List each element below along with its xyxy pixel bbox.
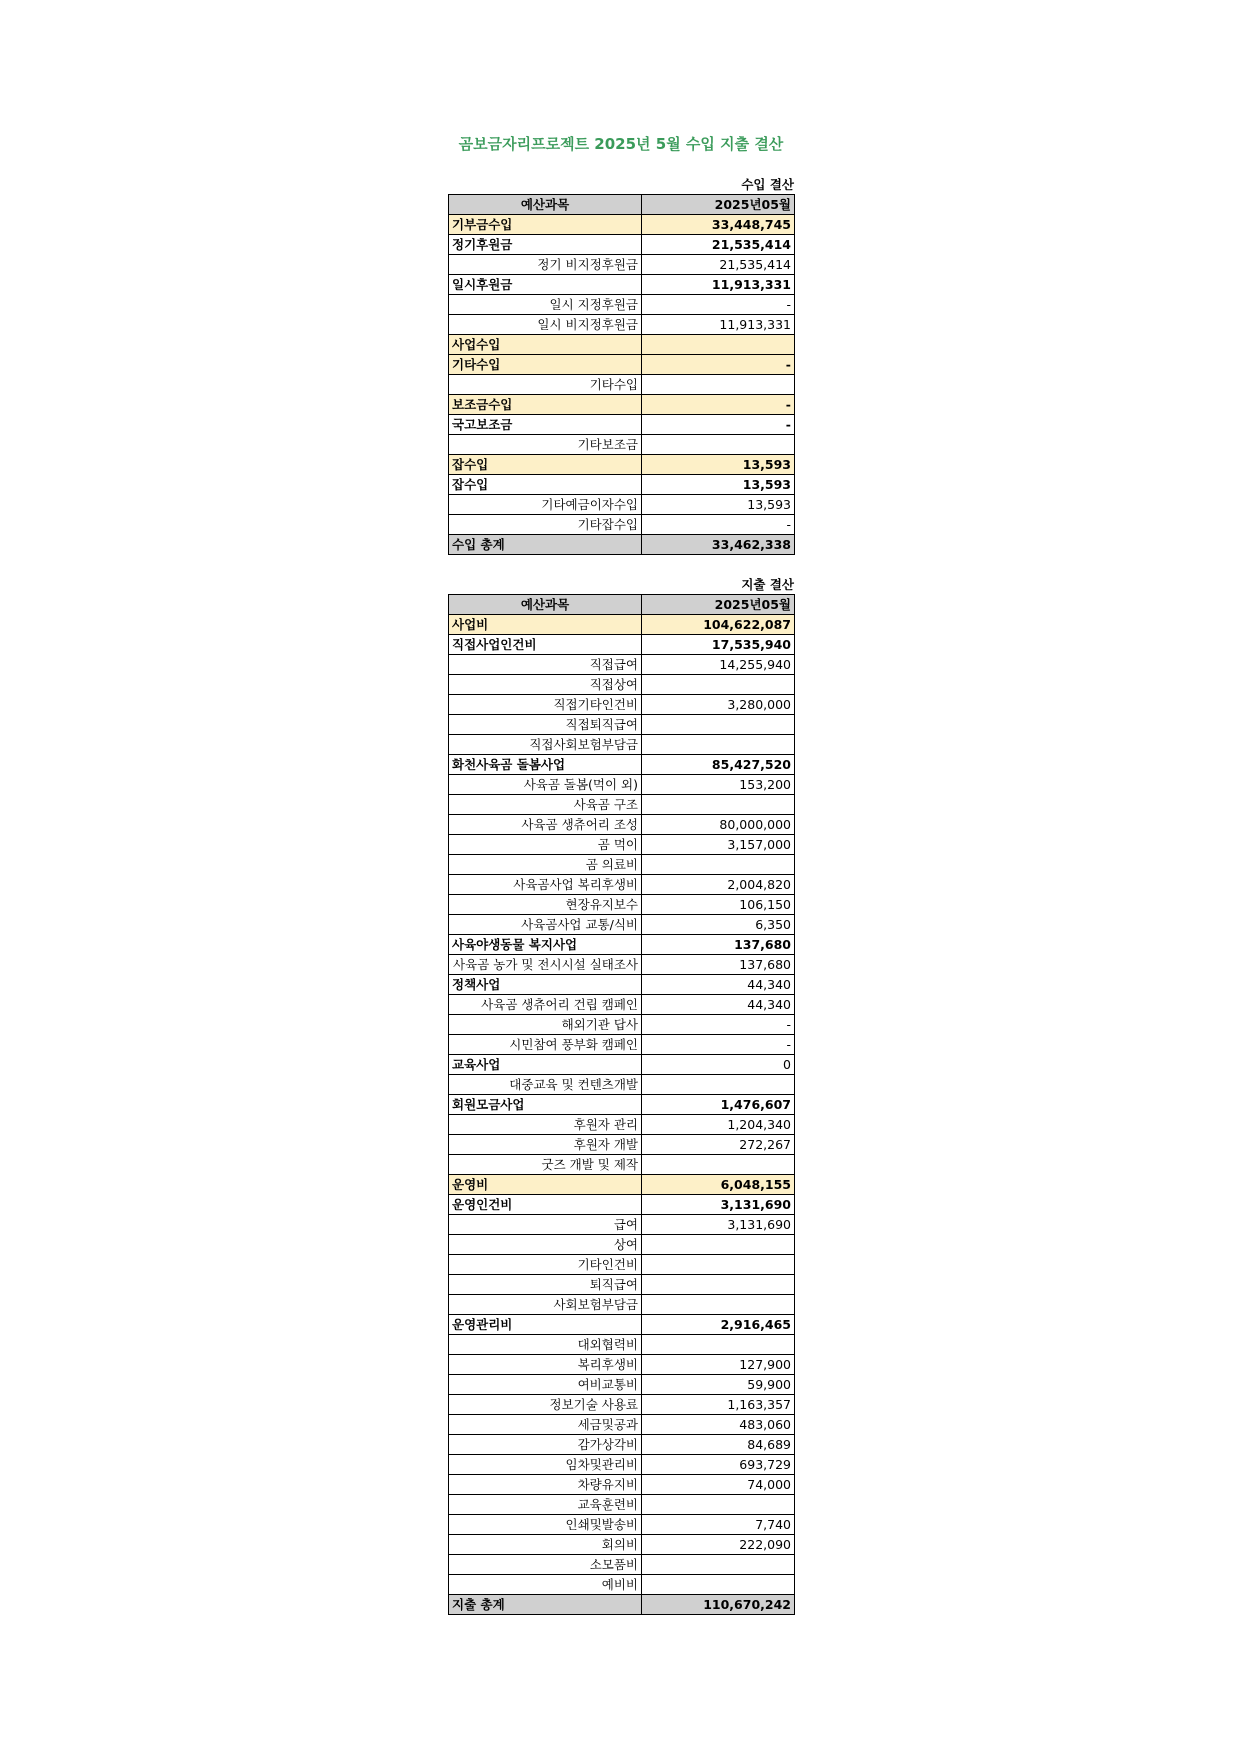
row-amount: 2,004,820 — [642, 875, 795, 895]
row-amount: 137,680 — [642, 955, 795, 975]
row-amount: 106,150 — [642, 895, 795, 915]
row-label: 세금및공과 — [449, 1415, 642, 1435]
row-label: 사육곰 구조 — [449, 795, 642, 815]
column-header: 예산과목 — [449, 195, 642, 215]
row-amount: 11,913,331 — [642, 275, 795, 295]
column-header: 2025년05월 — [642, 195, 795, 215]
expense-row-item — [449, 1235, 795, 1255]
row-label: 복리후생비 — [449, 1355, 642, 1375]
expense-row-item — [449, 795, 795, 815]
expense-row-item — [449, 855, 795, 875]
expense-row-sub — [449, 1095, 795, 1115]
row-label: 사육곰 생츄어리 건립 캠페인 — [449, 995, 642, 1015]
row-amount: 137,680 — [642, 935, 795, 955]
expense-row-item — [449, 1555, 795, 1575]
row-amount: 153,200 — [642, 775, 795, 795]
row-amount — [642, 1075, 795, 1095]
expense-row-cat — [449, 1175, 795, 1195]
row-amount: 693,729 — [642, 1455, 795, 1475]
row-label: 직접기타인건비 — [449, 695, 642, 715]
row-amount: 1,163,357 — [642, 1395, 795, 1415]
row-amount — [642, 795, 795, 815]
row-label: 직접사업인건비 — [449, 635, 642, 655]
row-label: 교육사업 — [449, 1055, 642, 1075]
row-label: 소모품비 — [449, 1555, 642, 1575]
row-label: 지출 총계 — [449, 1595, 642, 1615]
expense-row-item — [449, 1155, 795, 1175]
expense-row-cat — [449, 615, 795, 635]
row-label: 대외협력비 — [449, 1335, 642, 1355]
expense-row-item — [449, 955, 795, 975]
row-amount: 80,000,000 — [642, 815, 795, 835]
row-amount: 1,476,607 — [642, 1095, 795, 1115]
expense-row-item — [449, 995, 795, 1015]
row-label: 사회보험부담금 — [449, 1295, 642, 1315]
row-amount — [642, 375, 795, 395]
expense-row-item — [449, 775, 795, 795]
expense-row-item — [449, 1215, 795, 1235]
row-amount: 6,048,155 — [642, 1175, 795, 1195]
expense-row-sub — [449, 1315, 795, 1335]
row-label: 기부금수입 — [449, 215, 642, 235]
row-label: 운영비 — [449, 1175, 642, 1195]
expense-row-item — [449, 675, 795, 695]
expense-row-item — [449, 1495, 795, 1515]
row-label: 정책사업 — [449, 975, 642, 995]
row-label: 잡수입 — [449, 455, 642, 475]
row-amount: 44,340 — [642, 995, 795, 1015]
expense-row-item — [449, 1255, 795, 1275]
row-label: 예비비 — [449, 1575, 642, 1595]
row-label: 정기후원금 — [449, 235, 642, 255]
expense-row-sub — [449, 975, 795, 995]
row-label: 보조금수입 — [449, 395, 642, 415]
income-row-sub — [449, 475, 795, 495]
row-label: 사육곰사업 복리후생비 — [449, 875, 642, 895]
row-label: 퇴직급여 — [449, 1275, 642, 1295]
row-amount: - — [642, 355, 795, 375]
row-amount: 14,255,940 — [642, 655, 795, 675]
row-label: 상여 — [449, 1235, 642, 1255]
row-amount — [642, 1555, 795, 1575]
expense-row-item — [449, 1515, 795, 1535]
row-label: 현장유지보수 — [449, 895, 642, 915]
row-label: 인쇄및발송비 — [449, 1515, 642, 1535]
income-row-item — [449, 435, 795, 455]
row-amount — [642, 1495, 795, 1515]
expense-header-row — [449, 595, 795, 615]
expense-row-item — [449, 1455, 795, 1475]
row-amount: 7,740 — [642, 1515, 795, 1535]
row-amount: - — [642, 295, 795, 315]
row-amount: 13,593 — [642, 475, 795, 495]
income-table — [448, 194, 795, 555]
row-amount — [642, 1275, 795, 1295]
expense-table — [448, 594, 795, 1615]
row-label: 회원모금사업 — [449, 1095, 642, 1115]
row-label: 수입 총계 — [449, 535, 642, 555]
row-label: 후원자 관리 — [449, 1115, 642, 1135]
expense-row-item — [449, 1575, 795, 1595]
expense-row-item — [449, 1535, 795, 1555]
expense-row-item — [449, 1295, 795, 1315]
income-row-item — [449, 495, 795, 515]
row-amount — [642, 1255, 795, 1275]
row-label: 여비교통비 — [449, 1375, 642, 1395]
row-amount: 104,622,087 — [642, 615, 795, 635]
expense-row-item — [449, 1015, 795, 1035]
row-amount: 59,900 — [642, 1375, 795, 1395]
row-amount: 2,916,465 — [642, 1315, 795, 1335]
row-label: 기타수입 — [449, 355, 642, 375]
row-amount — [642, 1155, 795, 1175]
row-label: 운영관리비 — [449, 1315, 642, 1335]
row-amount: - — [642, 395, 795, 415]
expense-row-item — [449, 715, 795, 735]
row-label: 기타인건비 — [449, 1255, 642, 1275]
expense-row-sub — [449, 755, 795, 775]
row-amount: 222,090 — [642, 1535, 795, 1555]
row-label: 차량유지비 — [449, 1475, 642, 1495]
row-amount — [642, 715, 795, 735]
expense-row-item — [449, 1395, 795, 1415]
expense-row-total — [449, 1595, 795, 1615]
row-label: 곰 의료비 — [449, 855, 642, 875]
column-header: 2025년05월 — [642, 595, 795, 615]
row-amount: 272,267 — [642, 1135, 795, 1155]
row-amount: - — [642, 1035, 795, 1055]
income-caption: 수입 결산 — [741, 177, 794, 192]
row-label: 기타잡수입 — [449, 515, 642, 535]
row-amount: - — [642, 515, 795, 535]
row-label: 일시 지정후원금 — [449, 295, 642, 315]
expense-row-item — [449, 1135, 795, 1155]
row-label: 해외기관 답사 — [449, 1015, 642, 1035]
expense-row-item — [449, 655, 795, 675]
expense-row-item — [449, 1035, 795, 1055]
income-row-cat — [449, 455, 795, 475]
row-label: 사육곰 농가 및 전시시설 실태조사 — [449, 955, 642, 975]
expense-row-sub — [449, 935, 795, 955]
income-row-cat — [449, 355, 795, 375]
row-amount: 3,131,690 — [642, 1195, 795, 1215]
income-row-cat — [449, 335, 795, 355]
row-label: 회의비 — [449, 1535, 642, 1555]
income-row-cat — [449, 395, 795, 415]
income-row-item — [449, 255, 795, 275]
expense-row-item — [449, 1435, 795, 1455]
expense-row-item — [449, 815, 795, 835]
row-label: 직접사회보험부담금 — [449, 735, 642, 755]
page-title: 곰보금자리프로젝트 2025년 5월 수입 지출 결산 — [458, 135, 784, 153]
income-row-sub — [449, 275, 795, 295]
row-label: 사육곰 생츄어리 조성 — [449, 815, 642, 835]
column-header: 예산과목 — [449, 595, 642, 615]
row-label: 임차및관리비 — [449, 1455, 642, 1475]
expense-row-item — [449, 1355, 795, 1375]
row-label: 일시 비지정후원금 — [449, 315, 642, 335]
expense-row-sub — [449, 635, 795, 655]
expense-row-item — [449, 735, 795, 755]
expense-row-item — [449, 915, 795, 935]
expense-row-sub — [449, 1195, 795, 1215]
row-label: 일시후원금 — [449, 275, 642, 295]
row-amount — [642, 1575, 795, 1595]
row-label: 시민참여 풍부화 캠페인 — [449, 1035, 642, 1055]
row-amount: 483,060 — [642, 1415, 795, 1435]
row-amount — [642, 855, 795, 875]
row-amount: 13,593 — [642, 455, 795, 475]
row-label: 직접상여 — [449, 675, 642, 695]
row-label: 후원자 개발 — [449, 1135, 642, 1155]
row-label: 대중교육 및 컨텐츠개발 — [449, 1075, 642, 1095]
row-label: 사육야생동물 복지사업 — [449, 935, 642, 955]
expense-row-item — [449, 1115, 795, 1135]
expense-row-item — [449, 895, 795, 915]
row-amount — [642, 735, 795, 755]
row-amount — [642, 1335, 795, 1355]
row-label: 곰 먹이 — [449, 835, 642, 855]
row-amount: 21,535,414 — [642, 235, 795, 255]
row-label: 국고보조금 — [449, 415, 642, 435]
income-row-item — [449, 375, 795, 395]
income-row-item — [449, 295, 795, 315]
expense-caption: 지출 결산 — [741, 577, 794, 592]
expense-row-item — [449, 875, 795, 895]
row-label: 사육곰 돌봄(먹이 외) — [449, 775, 642, 795]
expense-row-item — [449, 1335, 795, 1355]
row-amount: 110,670,242 — [642, 1595, 795, 1615]
row-amount: 33,462,338 — [642, 535, 795, 555]
row-amount: 3,131,690 — [642, 1215, 795, 1235]
row-amount: 21,535,414 — [642, 255, 795, 275]
row-amount: 1,204,340 — [642, 1115, 795, 1135]
expense-row-item — [449, 1075, 795, 1095]
row-label: 교육훈련비 — [449, 1495, 642, 1515]
row-label: 잡수입 — [449, 475, 642, 495]
row-label: 급여 — [449, 1215, 642, 1235]
row-amount: 0 — [642, 1055, 795, 1075]
row-amount: - — [642, 415, 795, 435]
expense-row-item — [449, 1415, 795, 1435]
row-label: 기타보조금 — [449, 435, 642, 455]
income-row-item — [449, 515, 795, 535]
row-label: 감가상각비 — [449, 1435, 642, 1455]
row-amount: - — [642, 1015, 795, 1035]
row-label: 직접퇴직급여 — [449, 715, 642, 735]
income-row-sub — [449, 235, 795, 255]
expense-row-item — [449, 1475, 795, 1495]
row-amount: 74,000 — [642, 1475, 795, 1495]
row-amount — [642, 335, 795, 355]
row-label: 직접급여 — [449, 655, 642, 675]
row-label: 화천사육곰 돌봄사업 — [449, 755, 642, 775]
income-row-cat — [449, 215, 795, 235]
row-label: 운영인건비 — [449, 1195, 642, 1215]
expense-row-item — [449, 1275, 795, 1295]
row-label: 사업비 — [449, 615, 642, 635]
row-label: 굿즈 개발 및 제작 — [449, 1155, 642, 1175]
expense-row-item — [449, 835, 795, 855]
row-amount: 85,427,520 — [642, 755, 795, 775]
row-amount — [642, 675, 795, 695]
row-label: 기타수입 — [449, 375, 642, 395]
expense-row-item — [449, 695, 795, 715]
row-amount — [642, 1295, 795, 1315]
row-amount: 84,689 — [642, 1435, 795, 1455]
income-row-total — [449, 535, 795, 555]
row-amount — [642, 1235, 795, 1255]
row-amount — [642, 435, 795, 455]
row-amount: 11,913,331 — [642, 315, 795, 335]
row-amount: 3,280,000 — [642, 695, 795, 715]
row-amount: 17,535,940 — [642, 635, 795, 655]
row-label: 사업수입 — [449, 335, 642, 355]
income-header-row — [449, 195, 795, 215]
row-amount: 6,350 — [642, 915, 795, 935]
row-amount: 127,900 — [642, 1355, 795, 1375]
income-row-sub — [449, 415, 795, 435]
row-amount: 44,340 — [642, 975, 795, 995]
row-label: 기타예금이자수입 — [449, 495, 642, 515]
row-label: 정보기술 사용료 — [449, 1395, 642, 1415]
income-row-item — [449, 315, 795, 335]
expense-row-item — [449, 1375, 795, 1395]
row-amount: 33,448,745 — [642, 215, 795, 235]
expense-row-sub — [449, 1055, 795, 1075]
row-label: 사육곰사업 교통/식비 — [449, 915, 642, 935]
row-amount: 13,593 — [642, 495, 795, 515]
row-label: 정기 비지정후원금 — [449, 255, 642, 275]
row-amount: 3,157,000 — [642, 835, 795, 855]
